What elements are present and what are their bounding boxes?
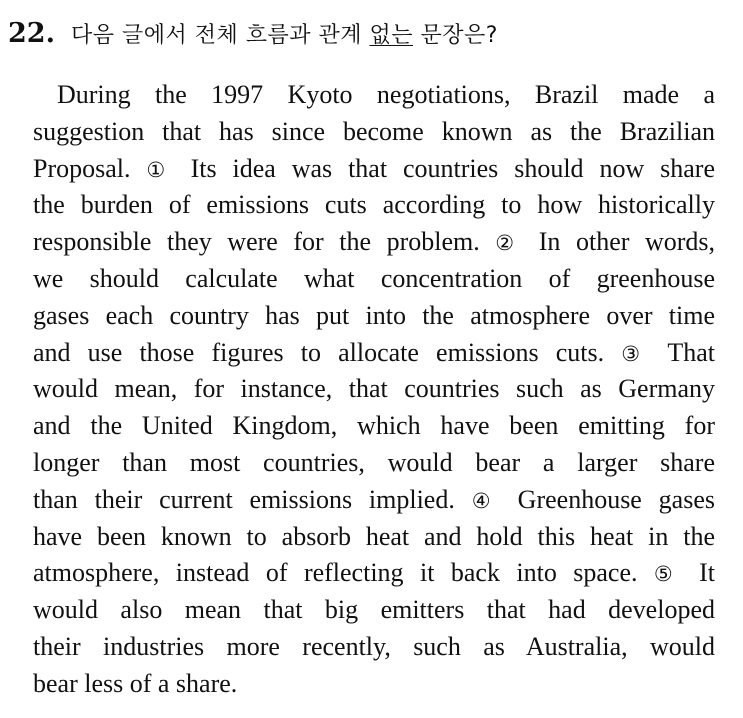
passage-text: the burden of emissions cuts according to how historically [33,190,715,220]
passage-line [33,187,715,224]
sentence-marker: ③ [621,341,651,366]
passage-line [33,519,715,556]
passage-text: we should calculate what concentration of greenhouse [33,263,715,293]
passage-line [33,592,715,629]
passage-line [33,482,715,519]
passage-text: Greenhouse gases [500,484,715,514]
passage-text: would mean, for instance, that countries such as Germany [33,374,715,404]
passage-line [33,114,715,151]
passage-text: It [682,558,716,588]
passage-text: and the United Kingdom, which have been emitting for [33,411,715,441]
passage-text: bear less of a share. [33,668,238,698]
sentence-marker: ⑤ [653,562,683,587]
passage-line [33,298,715,335]
sentence-marker: ① [146,157,175,182]
passage-text: would also mean that big emitters that had developed [33,595,715,625]
passage-text: Its idea was that countries should now share [174,153,716,183]
passage-line [33,77,715,114]
question-number: 22. [8,18,55,49]
passage-line [33,629,715,666]
passage-text: In other words, [523,227,715,257]
passage-line [33,555,715,592]
passage-text: During the 1997 Kyoto negotiations, Brazil made a [57,80,715,109]
question-prompt-text-end: 문장은? [413,23,498,48]
passage-line [33,666,715,703]
passage-text: That [650,337,715,367]
passage-text: gases each country has put into the atmosphere over time [33,300,715,330]
passage-text: Proposal. [33,153,147,183]
passage-text: suggestion that has since become known as the Brazilian [33,116,715,146]
passage-line [33,408,715,445]
passage-line [33,371,715,408]
question-prompt-text: 다음 글에서 전체 흐름과 관계 [70,23,370,48]
passage-line [33,445,715,482]
sentence-marker: ② [495,231,524,256]
passage-line [33,151,715,188]
passage [33,77,715,703]
question-prompt [71,18,498,49]
passage-text: have been known to absorb heat and hold this heat in the [33,521,715,551]
passage-text: their industries more recently, such as Australia, would [33,631,715,661]
passage-line [33,335,715,372]
passage-text: than their current emissions implied. [33,484,472,514]
passage-text: atmosphere, instead of reflecting it back into space. [33,558,654,588]
question-prompt-emphasis: 없는 [369,23,413,48]
passage-text: and use those figures to allocate emissions cuts. [33,337,622,367]
passage-line [33,224,715,261]
question-header [8,18,498,49]
passage-text: longer than most countries, would bear a larger share [33,447,715,477]
sentence-marker: ④ [471,488,501,513]
passage-line [33,261,715,298]
passage-text: responsible they were for the problem. [33,227,496,257]
